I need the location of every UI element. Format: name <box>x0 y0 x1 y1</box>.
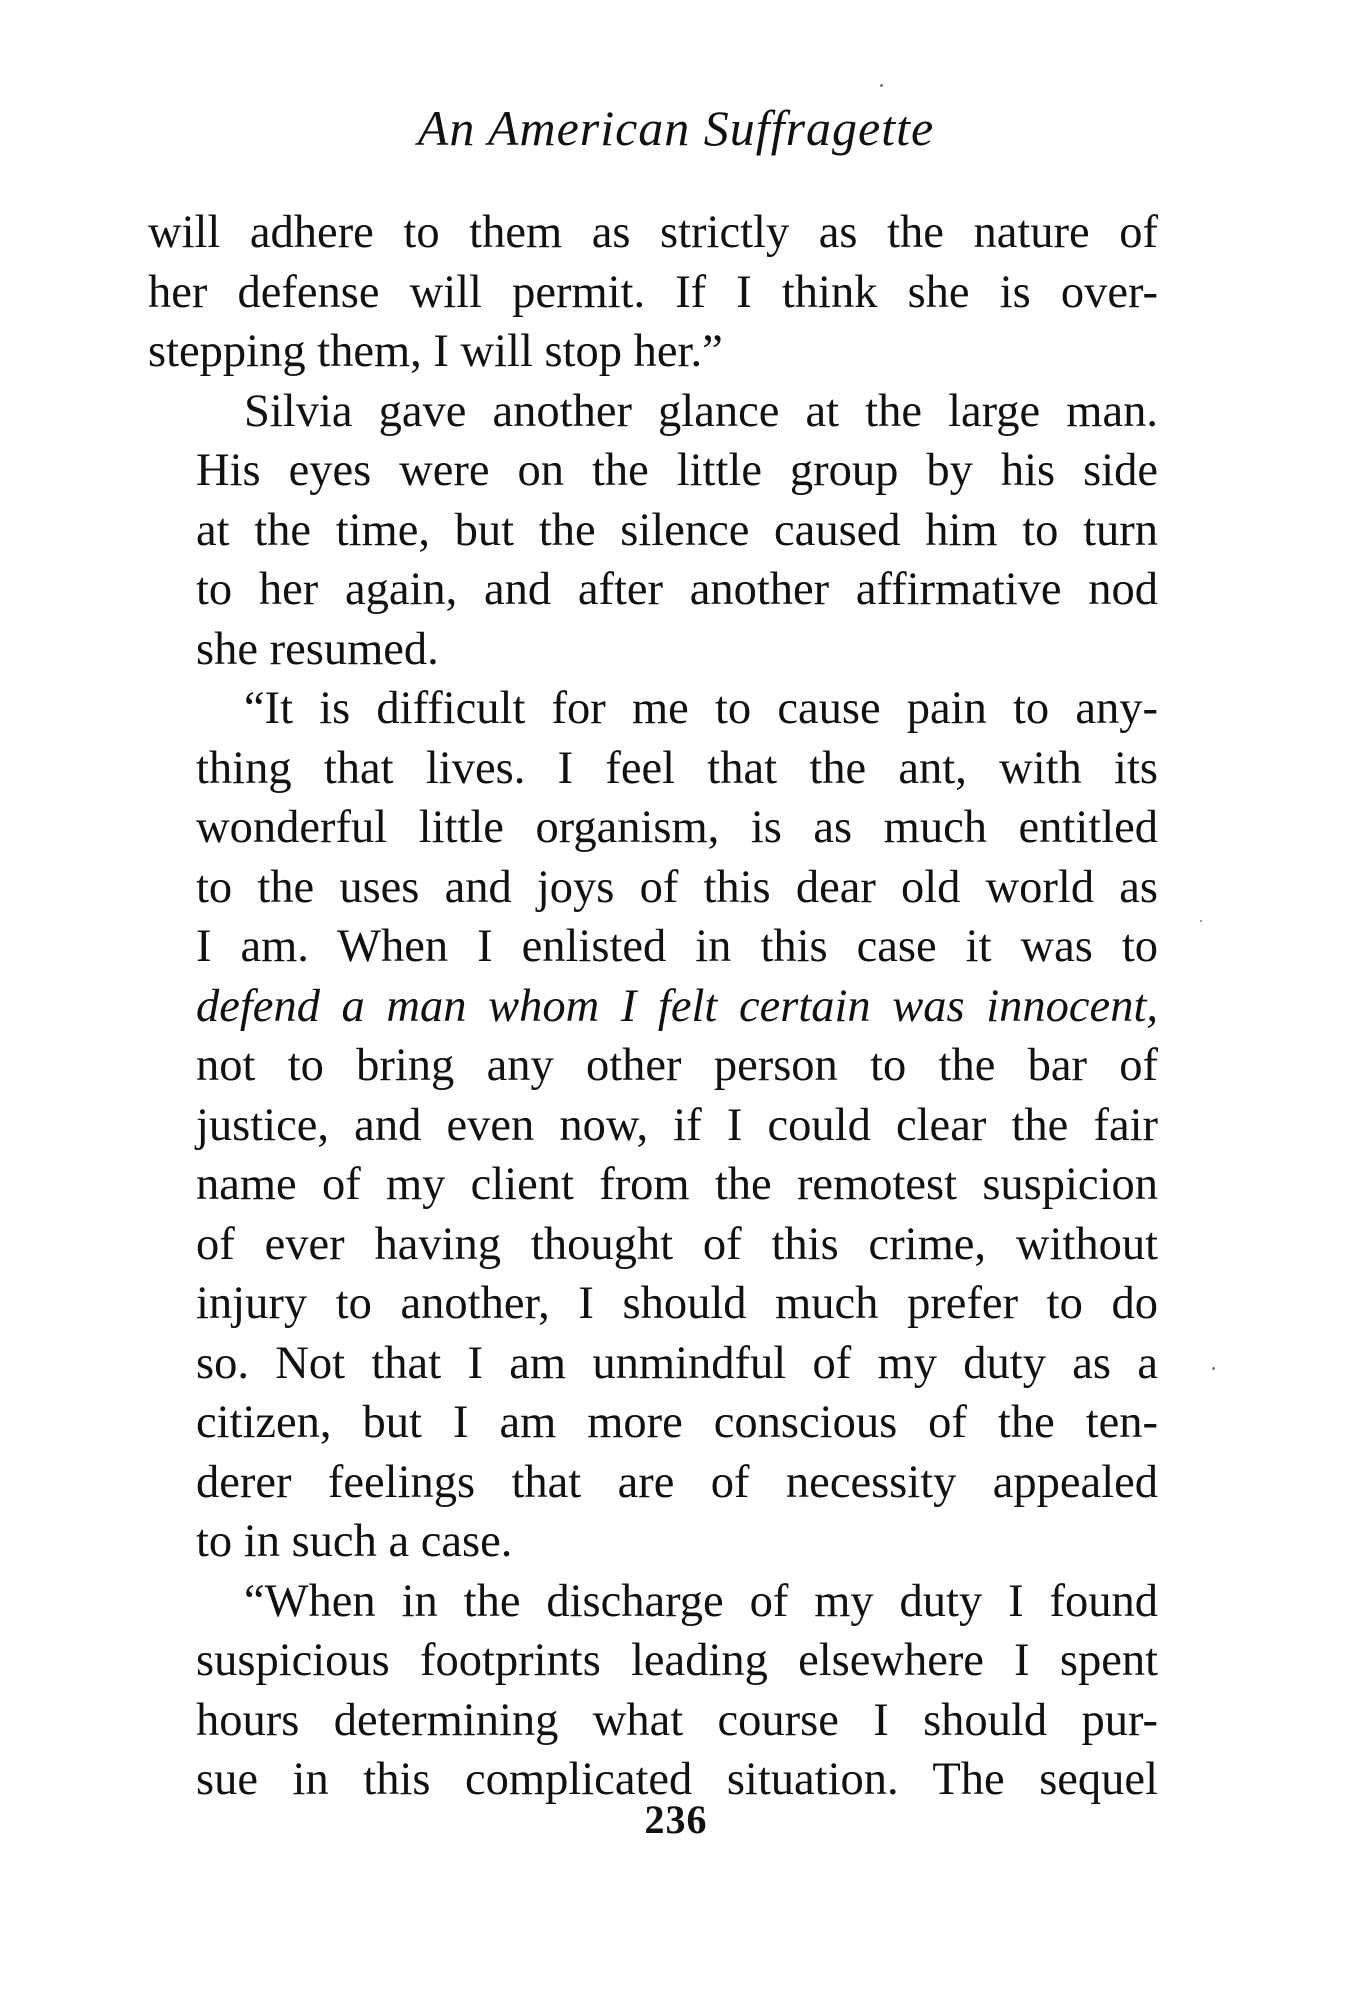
text-line: wonderful little organism, is as much entitled <box>196 802 1158 853</box>
text-line: her defense will permit. If I think she is over- <box>148 266 1158 318</box>
emphasis-text: defend a man whom I felt certain was innocent, <box>196 980 1158 1032</box>
body-text <box>148 203 1158 1810</box>
text-line: will adhere to them as strictly as the nature of <box>148 207 1158 258</box>
text-line: “It is difficult for me to cause pain to any- <box>244 683 1158 734</box>
text-line: at the time, but the silence caused him to turn <box>196 504 1158 556</box>
text-line: I am. When I enlisted in this case it was to <box>196 921 1158 972</box>
paragraph <box>148 1572 1158 1810</box>
text-line: His eyes were on the little group by his side <box>196 445 1158 496</box>
paragraph <box>148 203 1158 382</box>
paragraph <box>148 679 1158 1572</box>
text-line: suspicious footprints leading elsewhere I spent <box>196 1635 1158 1686</box>
text-line-with-emphasis <box>148 977 1158 1037</box>
text-line: stepping them, I will stop her.” <box>148 326 723 377</box>
text-line: justice, and even now, if I could clear the fair <box>196 1099 1158 1151</box>
text-line: “When in the discharge of my duty I found <box>244 1575 1158 1627</box>
print-speck <box>1200 920 1202 922</box>
text-line: Silvia gave another glance at the large man. <box>244 385 1158 437</box>
text-line: derer feelings that are of necessity appealed <box>196 1456 1158 1508</box>
text-line: she resumed. <box>196 623 439 675</box>
print-speck <box>880 84 883 87</box>
text-line: so. Not that I am unmindful of my duty as a <box>196 1337 1158 1389</box>
text-line: name of my client from the remotest suspicion <box>196 1159 1158 1210</box>
text-line: hours determining what course I should pur- <box>196 1694 1158 1746</box>
paragraph <box>148 382 1158 680</box>
text-line: sue in this complicated situation. The sequel <box>196 1754 1158 1805</box>
text-line: to her again, and after another affirmative nod <box>196 564 1158 615</box>
text-line: thing that lives. I feel that the ant, with its <box>196 742 1158 794</box>
text-line: to in such a case. <box>196 1516 513 1567</box>
running-head: An American Suffragette <box>417 100 935 156</box>
page-number: 236 <box>644 1797 708 1842</box>
text-line: not to bring any other person to the bar of <box>196 1040 1158 1091</box>
text-line: to the uses and joys of this dear old world as <box>196 861 1158 913</box>
print-speck <box>1212 1367 1215 1370</box>
text-line: citizen, but I am more conscious of the ten- <box>196 1397 1158 1448</box>
text-line: of ever having thought of this crime, without <box>196 1218 1158 1270</box>
text-line: injury to another, I should much prefer to do <box>196 1278 1158 1329</box>
